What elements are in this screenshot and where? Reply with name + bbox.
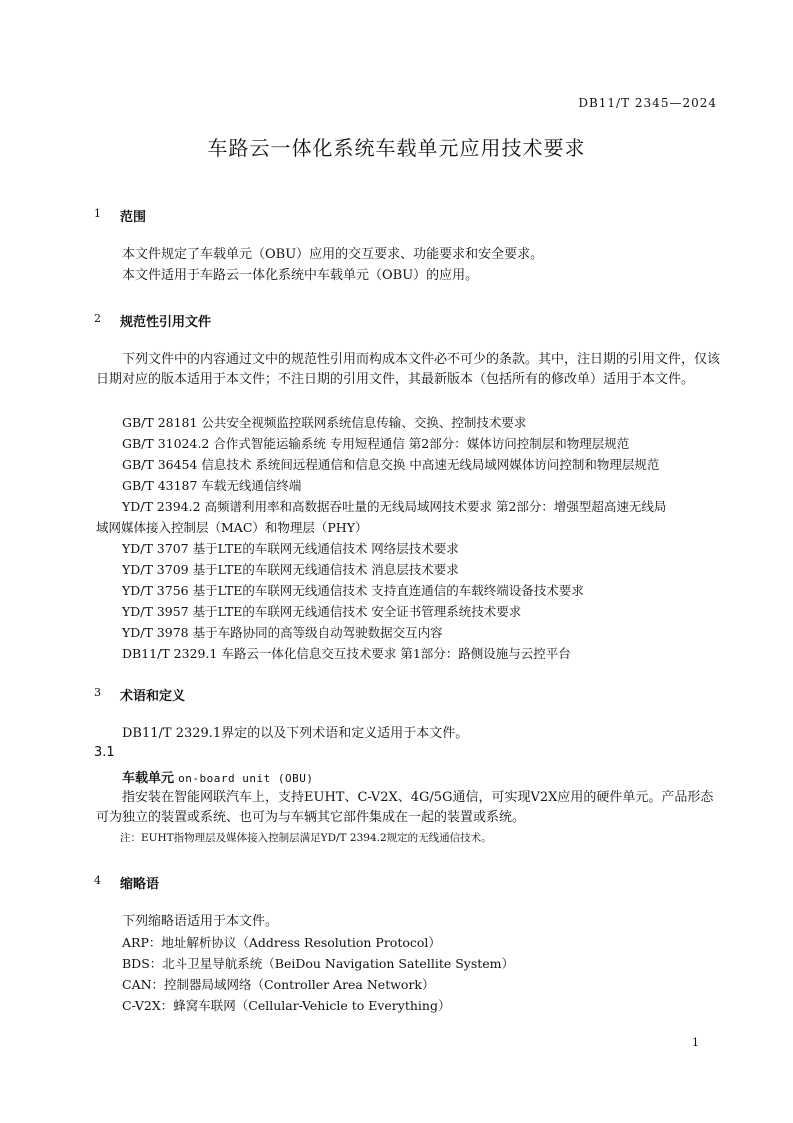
reference-item: DB11/T 2329.1 车路云一体化信息交互技术要求 第1部分：路侧设施与云控平台 bbox=[122, 646, 571, 661]
reference-item: GB/T 36454 信息技术 系统间远程通信和信息交换 中高速无线局域网媒体访问控制和物理层规范 bbox=[122, 457, 660, 472]
section-title: 术语和定义 bbox=[120, 689, 186, 704]
reference-item: YD/T 3957 基于LTE的车联网无线通信技术 安全证书管理系统技术要求 bbox=[122, 604, 522, 619]
reference-item: YD/T 3756 基于LTE的车联网无线通信技术 支持直连通信的车载终端设备技术要求 bbox=[122, 583, 584, 598]
term-english: on-board unit (OBU) bbox=[178, 772, 314, 785]
reference-item: YD/T 3709 基于LTE的车联网无线通信技术 消息层技术要求 bbox=[122, 562, 459, 577]
abbreviation-item: ARP：地址解析协议（Address Resolution Protocol） bbox=[122, 935, 441, 950]
section-number: 2 bbox=[94, 312, 101, 325]
paragraph: 下列文件中的内容通过文中的规范性引用而构成本文件必不可少的条款。其中，注日期的引用文件，仅该日期对应的版本适用于本文件；不注日期的引用文件，其最新版本（包括所有的修改单）适用于本文件。 bbox=[96, 352, 721, 387]
paragraph: 本文件规定了车载单元（OBU）应用的交互要求、功能要求和安全要求。 bbox=[122, 247, 544, 262]
reference-item: YD/T 3707 基于LTE的车联网无线通信技术 网络层技术要求 bbox=[122, 541, 459, 556]
section-number: 4 bbox=[94, 874, 101, 887]
reference-item: YD/T 3978 基于车路协同的高等级自动驾驶数据交互内容 bbox=[122, 625, 443, 640]
section-number: 3 bbox=[94, 686, 101, 699]
reference-item: GB/T 31024.2 合作式智能运输系统 专用短程通信 第2部分：媒体访问控制层和物理层规范 bbox=[122, 436, 630, 451]
paragraph: 下列缩略语适用于本文件。 bbox=[122, 914, 279, 929]
reference-item: GB/T 43187 车载无线通信终端 bbox=[122, 478, 302, 493]
section-title: 规范性引用文件 bbox=[120, 315, 212, 330]
standard-code: DB11/T 2345—2024 bbox=[578, 96, 717, 110]
reference-item: YD/T 2394.2 高频谱利用率和高数据吞吐量的无线局域网技术要求 第2部分：增强型超高速无线局 bbox=[122, 499, 667, 514]
abbreviation-item: C-V2X：蜂窝车联网（Cellular-Vehicle to Everything） bbox=[122, 998, 451, 1013]
note: 注：EUHT指物理层及媒体接入控制层满足YD/T 2394.2规定的无线通信技术。 bbox=[120, 832, 492, 844]
reference-item: GB/T 28181 公共安全视频监控联网系统信息传输、交换、控制技术要求 bbox=[122, 415, 527, 430]
document-title: 车路云一体化系统车载单元应用技术要求 bbox=[207, 136, 586, 160]
reference-item-continuation: 域网媒体接入控制层（MAC）和物理层（PHY） bbox=[96, 520, 368, 535]
section-number: 1 bbox=[94, 207, 101, 220]
section-title: 缩略语 bbox=[120, 877, 160, 892]
section-title: 范围 bbox=[120, 210, 147, 225]
page-number: 1 bbox=[692, 1036, 699, 1049]
paragraph: DB11/T 2329.1界定的以及下列术语和定义适用于本文件。 bbox=[122, 726, 469, 741]
term-name: 车载单元 bbox=[122, 771, 175, 786]
term-number: 3.1 bbox=[94, 745, 115, 760]
paragraph: 本文件适用于车路云一体化系统中车载单元（OBU）的应用。 bbox=[122, 268, 479, 283]
abbreviation-item: CAN：控制器局域网络（Controller Area Network） bbox=[122, 977, 435, 992]
term-definition: 指安装在智能网联汽车上，支持EUHT、C-V2X、4G/5G通信，可实现V2X应用的硬件单元。产品形态可为独立的装置或系统、也可为与车辆其它部件集成在一起的装置或系统。 bbox=[96, 790, 714, 825]
abbreviation-item: BDS：北斗卫星导航系统（BeiDou Navigation Satellite System） bbox=[122, 956, 515, 971]
term-entry bbox=[122, 767, 314, 786]
